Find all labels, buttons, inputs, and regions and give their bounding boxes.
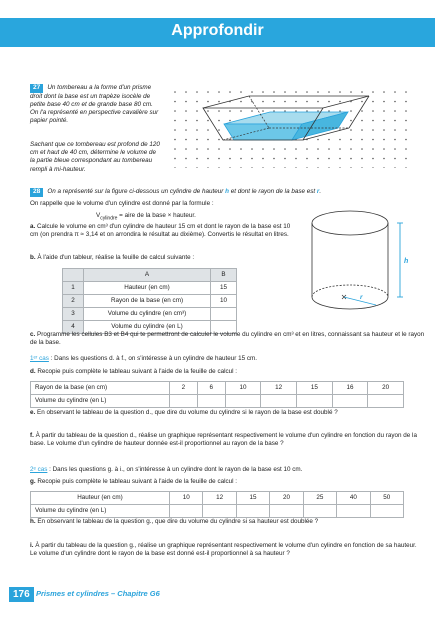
- question-g: g. Recopie puis complète le tableau suivant à l'aide de la feuille de calcul :: [30, 478, 238, 485]
- question-h: h. En observant le tableau de la question g., que dire du volume du cylindre si sa hauteur est doublée ?: [30, 518, 319, 525]
- formula: $V_{cylindre}$ = aire de la base × hauteur.: [96, 212, 196, 222]
- table-row: Rayon de la base (en cm) 2 6 10 12 15 16 20: [31, 382, 404, 395]
- table-row: Volume du cylindre (en L): [31, 395, 404, 408]
- case-1-intro: 1ᵉʳ cas : Dans les questions d. à f., on s'intéresse à un cylindre de hauteur 15 cm.: [30, 355, 257, 362]
- column-header-b: B: [211, 269, 237, 282]
- height-label: h: [404, 258, 409, 265]
- table-row: Volume du cylindre (en L): [31, 505, 404, 518]
- question-f: f. À partir du tableau de la question d., réalise un graphique représentant respectivement le volume d'un cylindre en fonction du rayon de la base. Le volume d'un cylindre de hauteur donnée est-il proportionnel au rayon de la base ?: [30, 432, 417, 448]
- sheet-row: 4 Volume du cylindre (en L): [63, 321, 237, 334]
- exercise-27-text: 27 Un tombereau a la forme d'un prisme droit dont la base est un trapèze isocèle de petite base 40 cm et de grande base 80 cm. On l'a représenté en perspective cavalière sur papier pointé.: [30, 84, 159, 125]
- column-header-a: A: [84, 269, 211, 282]
- tombereau-figure: [170, 88, 415, 168]
- question-e: e. En observant le tableau de la question d., que dire du volume du cylindre si le rayon de la base est doublé ?: [30, 409, 338, 416]
- question-d: d. Recopie puis complète le tableau suivant à l'aide de la feuille de calcul :: [30, 368, 238, 375]
- sheet-row: 2 Rayon de la base (en cm) 10: [63, 295, 237, 308]
- page-title: Approfondir: [171, 22, 264, 39]
- cylinder-figure: [300, 200, 410, 322]
- question-b: b. À l'aide d'un tableur, réalise la feuille de calcul suivante :: [30, 254, 195, 261]
- sheet-row: 1 Hauteur (en cm) 15: [63, 282, 237, 295]
- question-i: i. À partir du tableau de la question g., réalise un graphique représentant respectivement le volume d'un cylindre en fonction de sa hauteur. Le volume d'un cylindre dont le rayon de la base est donné est-il proportionnel à sa hauteur ?: [30, 542, 417, 558]
- exercise-27-question: Sachant que ce tombereau est profond de 120 cm et haut de 40 cm, détermine le volume de la partie bleue correspondant au tombereau rempli à mi-hauteur.: [30, 141, 160, 173]
- cylinder-bottom-back: [312, 285, 388, 297]
- question-c: c. Programme les cellules B3 et B4 qui te permettront de calculer le volume du cylindre en cm³ et en litres, connaissant sa hauteur et le rayon de la base.: [30, 331, 425, 347]
- spreadsheet: [62, 268, 237, 334]
- formula-intro: On rappelle que le volume d'un cylindre est donné par la formule :: [30, 200, 214, 207]
- question-a: a. Calcule le volume en cm³ d'un cylindre de hauteur 15 cm et dont le rayon de la base est 10 cm (on prendra π ≈ 3,14 et on arrondira le résultat au dixième). Convertis le résultat en litres.: [30, 223, 291, 239]
- sheet-row: 3 Volume du cylindre (en cm³): [63, 308, 237, 321]
- exercise-28-intro: 28 On a représenté sur la figure ci-dessous un cylindre de hauteur h et dont le rayon de la base est r.: [30, 188, 425, 197]
- table-height: [30, 491, 404, 518]
- table-row: Hauteur (en cm) 10 12 15 20 25 40 50: [31, 492, 404, 505]
- exercise-number: 28: [30, 188, 43, 197]
- cylinder-top: [312, 211, 388, 235]
- water-front: [224, 124, 302, 140]
- chapter-title: Prismes et cylindres – Chapitre G6: [36, 589, 160, 598]
- exercise-number: 27: [30, 84, 43, 93]
- page-number: 176: [9, 587, 34, 602]
- case-2-intro: 2ᵉ cas : Dans les questions g. à i., on s'intéresse à un cylindre dont le rayon de la base est 10 cm.: [30, 466, 303, 473]
- radius-label: r: [360, 294, 363, 301]
- table-radius: [30, 381, 404, 408]
